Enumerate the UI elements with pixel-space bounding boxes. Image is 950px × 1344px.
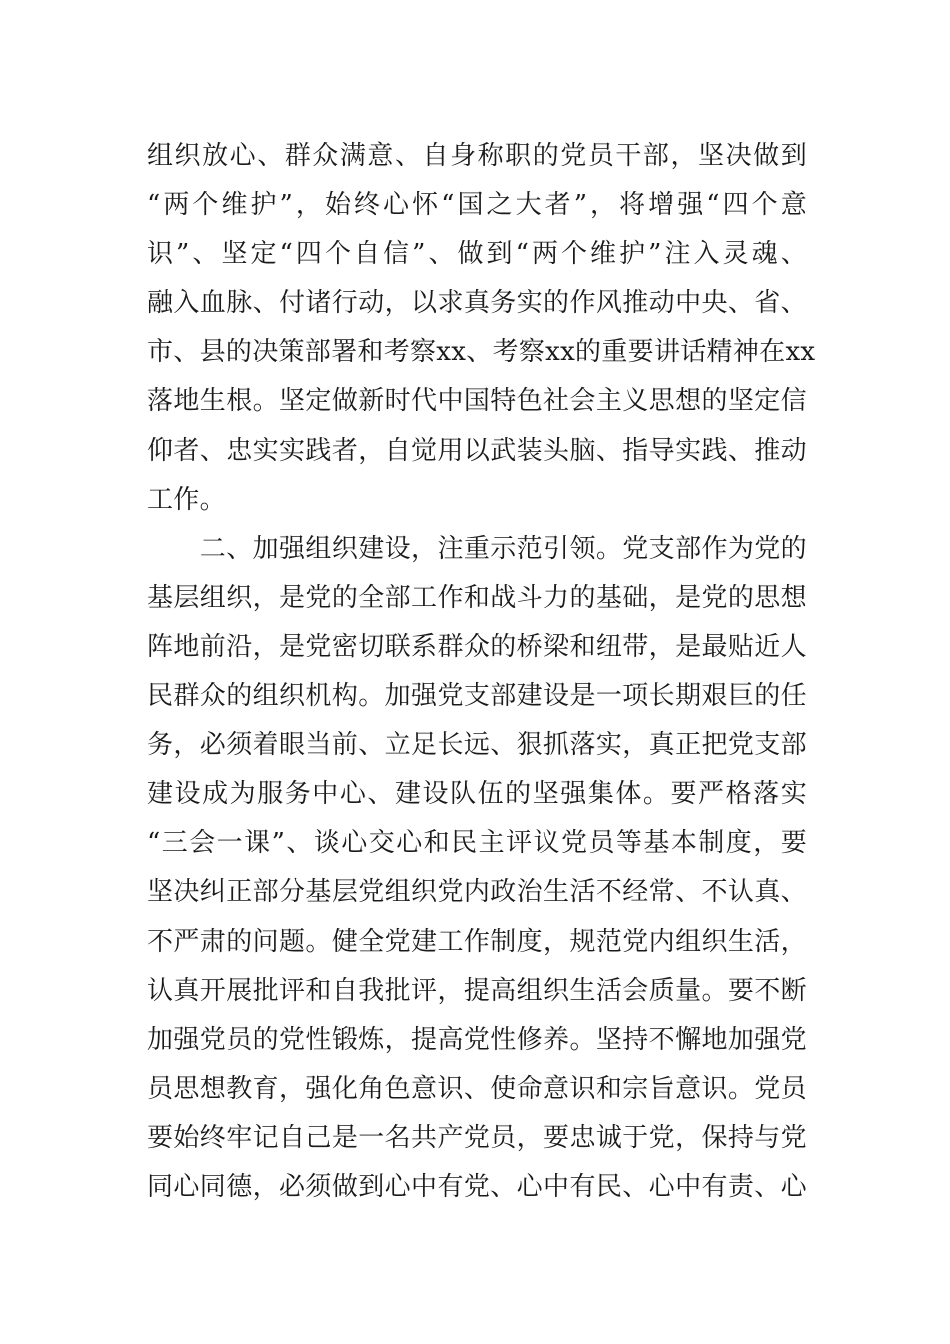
text-line: 融入血脉、付诸行动，以求真务实的作风推动中央、省、 [147, 288, 807, 319]
text-line: 工作。 [147, 484, 226, 515]
text-line: 务，必须着眼当前、立足长远、狠抓落实，真正把党支部 [147, 730, 807, 761]
text-line: 民群众的组织机构。加强党支部建设是一项长期艰巨的任 [147, 681, 807, 712]
text-line: 仰者、忠实实践者，自觉用以武装头脑、指导实践、推动 [147, 435, 807, 466]
text-line: 组织放心、群众满意、自身称职的党员干部，坚决做到 [147, 141, 807, 171]
body-text [147, 132, 816, 1212]
text-line: 识”、坚定“四个自信”、做到“两个维护”注入灵魂、 [147, 239, 807, 270]
text-line: “两个维护”，始终心怀“国之大者”，将增强“四个意 [147, 190, 807, 221]
text-line: 同心同德，必须做到心中有党、心中有民、心中有责、心 [147, 1171, 807, 1202]
text-line: 市、县的决策部署和考察xx、考察xx的重要讲话精神在xx [147, 337, 816, 368]
text-line: 要始终牢记自己是一名共产党员，要忠诚于党，保持与党 [147, 1122, 807, 1153]
text-line: 阵地前沿，是党密切联系群众的桥梁和纽带，是最贴近人 [147, 631, 807, 662]
text-line: 不严肃的问题。健全党建工作制度，规范党内组织生活， [147, 926, 807, 957]
section-heading-line: 二、加强组织建设，注重示范引领。党支部作为党的 [147, 533, 807, 564]
text-line: 基层组织，是党的全部工作和战斗力的基础，是党的思想 [147, 582, 807, 613]
text-line: 加强党员的党性锻炼，提高党性修养。坚持不懈地加强党 [147, 1024, 807, 1055]
text-line: “三会一课”、谈心交心和民主评议党员等基本制度，要 [147, 828, 807, 859]
text-line: 建设成为服务中心、建设队伍的坚强集体。要严格落实 [147, 779, 807, 810]
text-line: 员思想教育，强化角色意识、使命意识和宗旨意识。党员 [147, 1073, 807, 1104]
text-line: 坚决纠正部分基层党组织党内政治生活不经常、不认真、 [147, 877, 807, 908]
text-line: 落地生根。坚定做新时代中国特色社会主义思想的坚定信 [147, 386, 807, 417]
text-line: 认真开展批评和自我批评，提高组织生活会质量。要不断 [147, 975, 807, 1006]
